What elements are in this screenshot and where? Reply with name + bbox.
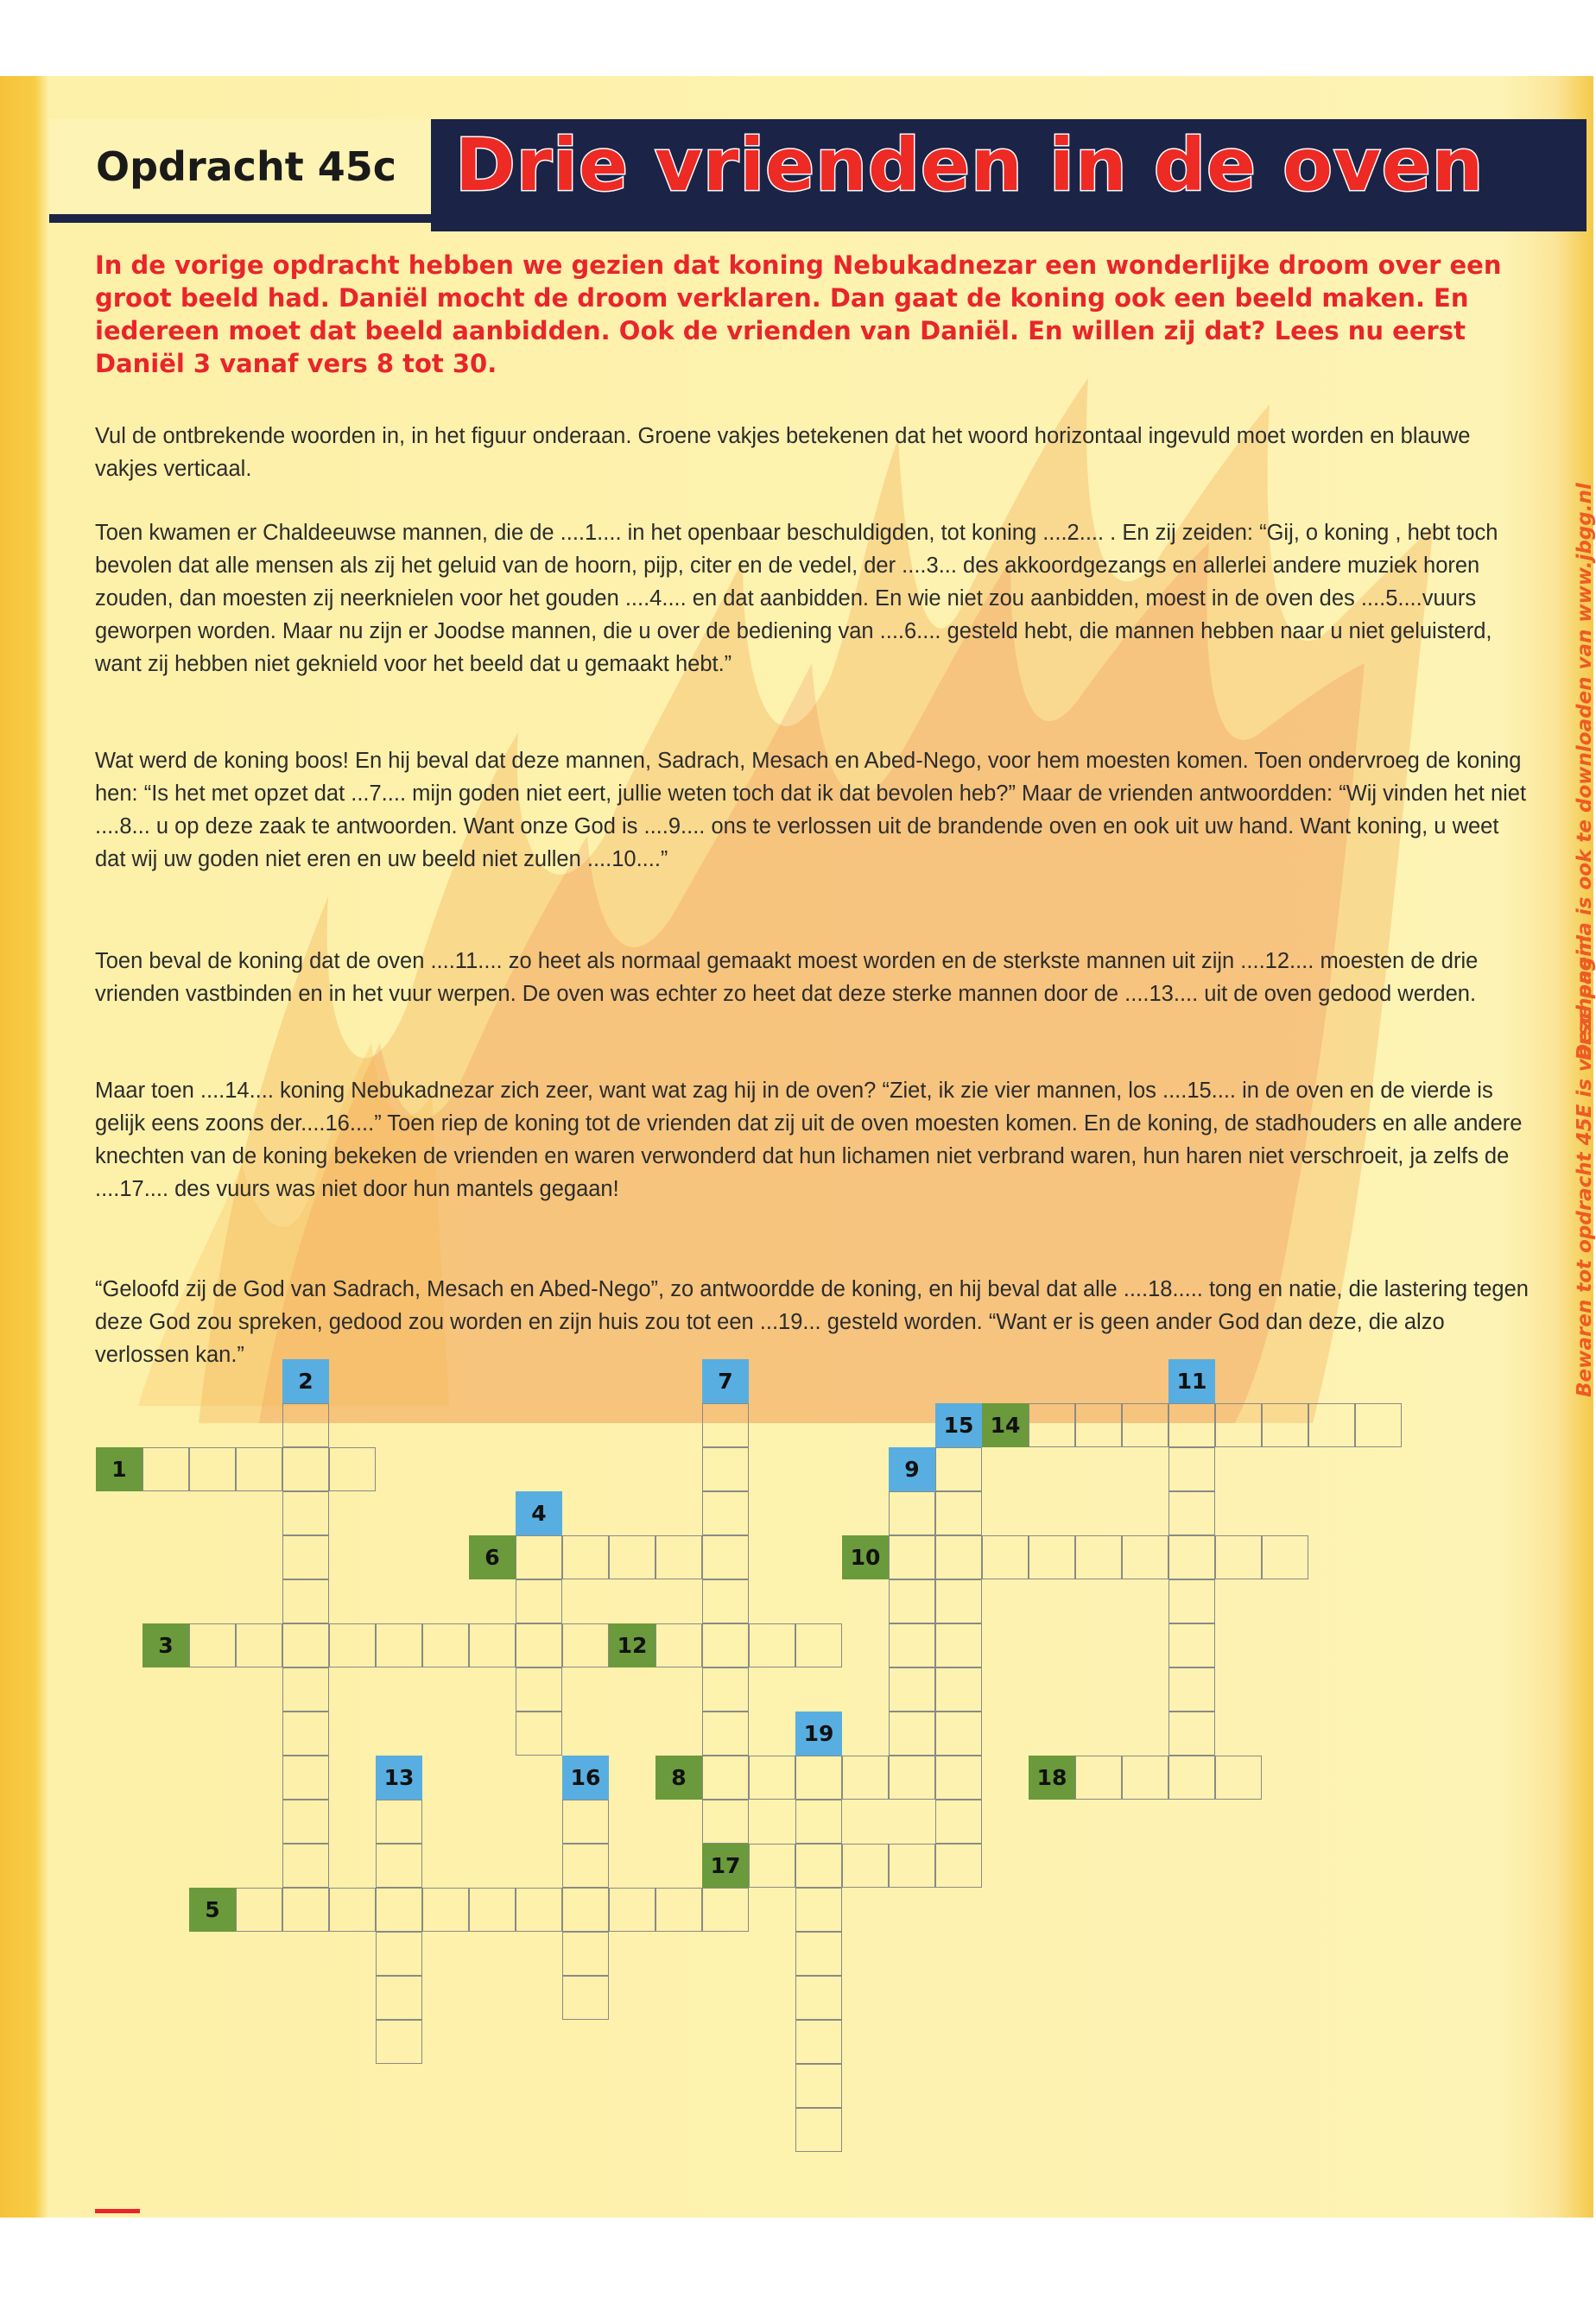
crossword-cell[interactable] bbox=[562, 1800, 609, 1844]
crossword-cell[interactable] bbox=[795, 1623, 842, 1667]
crossword-cell[interactable] bbox=[935, 1535, 982, 1579]
crossword-cell[interactable] bbox=[749, 1844, 795, 1888]
crossword-cell[interactable] bbox=[1262, 1535, 1308, 1579]
page-title: Drie vrienden in de oven bbox=[455, 123, 1485, 207]
crossword-cell[interactable] bbox=[1122, 1403, 1168, 1447]
crossword-cell[interactable] bbox=[376, 1888, 422, 1932]
crossword-cell[interactable] bbox=[422, 1623, 469, 1667]
crossword-cell[interactable] bbox=[702, 1623, 749, 1667]
crossword-cell[interactable] bbox=[1168, 1756, 1215, 1800]
crossword-grid[interactable] bbox=[0, 76, 1593, 2218]
clue-number-13-vertical: 13 bbox=[376, 1756, 422, 1800]
crossword-cell[interactable] bbox=[1168, 1403, 1215, 1447]
crossword-cell[interactable] bbox=[935, 1447, 982, 1491]
crossword-cell[interactable] bbox=[702, 1579, 749, 1623]
crossword-cell[interactable] bbox=[376, 1976, 422, 2020]
intro-text: In de vorige opdracht hebben we gezien dat koning Nebukadnezar een wonderlijke droom over een groot beeld had. Daniël mocht de droom verklaren. Dan gaat de koning ook een beeld maken. En iedereen moet dat beeld aanbidden. Ook de vrienden van Daniël. En willen zij dat? Lees nu eerst Daniël 3 vanaf vers 8 tot 30. bbox=[95, 250, 1502, 378]
crossword-cell[interactable] bbox=[1355, 1403, 1402, 1447]
crossword-cell[interactable] bbox=[142, 1447, 189, 1491]
crossword-cell[interactable] bbox=[1215, 1403, 1262, 1447]
crossword-cell[interactable] bbox=[376, 1623, 422, 1667]
crossword-cell[interactable] bbox=[935, 1844, 982, 1888]
crossword-cell[interactable] bbox=[889, 1623, 935, 1667]
crossword-cell[interactable] bbox=[935, 1667, 982, 1712]
clue-number-12-horizontal: 12 bbox=[609, 1623, 656, 1667]
crossword-cell[interactable] bbox=[1168, 1712, 1215, 1756]
crossword-cell[interactable] bbox=[422, 1888, 469, 1932]
crossword-cell[interactable] bbox=[469, 1623, 516, 1667]
crossword-cell[interactable] bbox=[1075, 1756, 1122, 1800]
crossword-cell[interactable] bbox=[282, 1888, 329, 1932]
crossword-cell[interactable] bbox=[1215, 1535, 1262, 1579]
crossword-cell[interactable] bbox=[282, 1800, 329, 1844]
crossword-cell[interactable] bbox=[516, 1667, 562, 1712]
crossword-cell[interactable] bbox=[1262, 1403, 1308, 1447]
crossword-cell[interactable] bbox=[282, 1667, 329, 1712]
crossword-cell[interactable] bbox=[702, 1403, 749, 1447]
crossword-cell[interactable] bbox=[842, 1844, 889, 1888]
crossword-cell[interactable] bbox=[562, 1535, 609, 1579]
crossword-cell[interactable] bbox=[189, 1447, 236, 1491]
footer-mark bbox=[95, 2209, 140, 2213]
crossword-cell[interactable] bbox=[376, 1844, 422, 1888]
crossword-cell[interactable] bbox=[189, 1623, 236, 1667]
crossword-cell[interactable] bbox=[889, 1712, 935, 1756]
crossword-cell[interactable] bbox=[1029, 1535, 1075, 1579]
clue-number-15-vertical: 15 bbox=[935, 1403, 982, 1447]
crossword-cell[interactable] bbox=[516, 1579, 562, 1623]
crossword-cell[interactable] bbox=[282, 1712, 329, 1756]
clue-number-19-vertical: 19 bbox=[795, 1712, 842, 1756]
crossword-cell[interactable] bbox=[609, 1888, 656, 1932]
crossword-cell[interactable] bbox=[702, 1712, 749, 1756]
crossword-cell[interactable] bbox=[282, 1844, 329, 1888]
clue-number-4-vertical: 4 bbox=[516, 1491, 562, 1535]
crossword-cell[interactable] bbox=[1168, 1623, 1215, 1667]
clue-number-10-horizontal: 10 bbox=[842, 1535, 889, 1579]
crossword-cell[interactable] bbox=[376, 2020, 422, 2064]
crossword-cell[interactable] bbox=[656, 1888, 702, 1932]
crossword-cell[interactable] bbox=[935, 1491, 982, 1535]
crossword-cell[interactable] bbox=[1168, 1447, 1215, 1491]
crossword-cell[interactable] bbox=[842, 1756, 889, 1800]
crossword-cell[interactable] bbox=[1168, 1579, 1215, 1623]
clue-number-18-horizontal: 18 bbox=[1029, 1756, 1075, 1800]
crossword-cell[interactable] bbox=[795, 1800, 842, 1844]
crossword-cell[interactable] bbox=[749, 1756, 795, 1800]
crossword-cell[interactable] bbox=[562, 1932, 609, 1976]
crossword-cell[interactable] bbox=[1308, 1403, 1355, 1447]
crossword-cell[interactable] bbox=[935, 1623, 982, 1667]
crossword-cell[interactable] bbox=[516, 1712, 562, 1756]
crossword-cell[interactable] bbox=[795, 1932, 842, 1976]
instructions-text: Vul de ontbrekende woorden in, in het figuur onderaan. Groene vakjes betekenen dat het woord horizontaal ingevuld moet worden en blauwe vakjes verticaal. bbox=[95, 424, 1471, 481]
crossword-cell[interactable] bbox=[609, 1535, 656, 1579]
clue-number-17-horizontal: 17 bbox=[702, 1844, 749, 1888]
crossword-cell[interactable] bbox=[935, 1800, 982, 1844]
crossword-cell[interactable] bbox=[516, 1888, 562, 1932]
crossword-cell[interactable] bbox=[562, 1888, 609, 1932]
crossword-cell[interactable] bbox=[1215, 1756, 1262, 1800]
crossword-cell[interactable] bbox=[795, 2108, 842, 2152]
worksheet-page bbox=[0, 76, 1596, 2218]
crossword-cell[interactable] bbox=[1122, 1535, 1168, 1579]
crossword-cell[interactable] bbox=[236, 1447, 282, 1491]
clue-number-5-horizontal: 5 bbox=[189, 1888, 236, 1932]
crossword-cell[interactable] bbox=[516, 1535, 562, 1579]
crossword-cell[interactable] bbox=[889, 1844, 935, 1888]
story-paragraph: “Geloofd zij de God van Sadrach, Mesach en Abed-Nego”, zo antwoordde de koning, en hij beval dat alle ....18..... tong en natie, die lastering tegen deze God zou spreken, gedood zou worden en zijn huis zou tot een ...19... gesteld worden. “Want er is geen ander God dan deze, die alzo verlossen kan.” bbox=[95, 1277, 1529, 1367]
crossword-cell[interactable] bbox=[702, 1667, 749, 1712]
crossword-cell[interactable] bbox=[282, 1756, 329, 1800]
clue-number-16-vertical: 16 bbox=[562, 1756, 609, 1800]
crossword-cell[interactable] bbox=[889, 1756, 935, 1800]
crossword-cell[interactable] bbox=[282, 1579, 329, 1623]
crossword-cell[interactable] bbox=[1168, 1535, 1215, 1579]
crossword-cell[interactable] bbox=[236, 1623, 282, 1667]
side-note-download: Deze pagina is ook te downloaden van www.jbgg.nl bbox=[1574, 483, 1596, 1060]
crossword-cell[interactable] bbox=[656, 1535, 702, 1579]
crossword-cell[interactable] bbox=[889, 1579, 935, 1623]
crossword-cell[interactable] bbox=[1168, 1491, 1215, 1535]
crossword-cell[interactable] bbox=[282, 1623, 329, 1667]
crossword-cell[interactable] bbox=[516, 1623, 562, 1667]
crossword-cell[interactable] bbox=[749, 1623, 795, 1667]
clue-number-8-horizontal: 8 bbox=[656, 1756, 702, 1800]
crossword-cell[interactable] bbox=[702, 1888, 749, 1932]
crossword-cell[interactable] bbox=[889, 1667, 935, 1712]
crossword-cell[interactable] bbox=[329, 1888, 376, 1932]
story-paragraph: Toen beval de koning dat de oven ....11.... zo heet als normaal gemaakt moest worden en de sterkste mannen uit zijn ....12.... moesten de drie vrienden vastbinden en in het vuur werpen. De oven was echter zo heet dat deze sterke mannen door de ....13.... uit de oven gedood werden. bbox=[95, 949, 1479, 1006]
crossword-cell[interactable] bbox=[1075, 1403, 1122, 1447]
crossword-cell[interactable] bbox=[1122, 1756, 1168, 1800]
story-paragraph: Maar toen ....14.... koning Nebukadnezar zich zeer, want wat zag hij in de oven? “Ziet, ik zie vier mannen, los ....15.... in de oven en de vierde is gelijk eens zoons der....16....” Toen riep de koning tot de vrienden dat zij uit de oven moesten komen. En de koning, de stadhouders en alle andere knechten van de koning bekeken de vrienden en waren verwonderd dat hun lichamen niet verbrand waren, hun haren niet verschroeit, ja zelfs de ....17.... des vuurs was niet door hun mantels gegaan! bbox=[95, 1079, 1523, 1201]
crossword-cell[interactable] bbox=[282, 1447, 329, 1491]
clue-number-1-horizontal: 1 bbox=[96, 1447, 142, 1491]
crossword-cell[interactable] bbox=[935, 1756, 982, 1800]
crossword-cell[interactable] bbox=[282, 1491, 329, 1535]
crossword-cell[interactable] bbox=[702, 1447, 749, 1491]
clue-number-6-horizontal: 6 bbox=[469, 1535, 516, 1579]
crossword-cell[interactable] bbox=[889, 1535, 935, 1579]
crossword-cell[interactable] bbox=[1029, 1403, 1075, 1447]
story-paragraph: Toen kwamen er Chaldeeuwse mannen, die de ....1.... in het openbaar beschuldigden, tot koning ....2.... . En zij zeiden: “Gij, o koning , hebt toch bevolen dat alle mensen als zij het geluid van de hoorn, pijp, citer en de vedel, der ....3... des akkoordgezangs en allerlei andere muziek horen zouden, dan moesten zij neerknielen voor het gouden ....4.... en dat aanbidden. En wie niet zou aanbidden, moest in de oven des ....5....vuurs geworpen worden. Maar nu zijn er Joodse mannen, die u over de bediening van ....6.... gesteld hebt, die mannen hebben naar u niet geluisterd, want zij hebben niet geknield voor het beeld dat u gemaakt hebt.” bbox=[95, 521, 1498, 676]
crossword-cell[interactable] bbox=[329, 1623, 376, 1667]
crossword-cell[interactable] bbox=[795, 1976, 842, 2020]
crossword-cell[interactable] bbox=[236, 1888, 282, 1932]
crossword-cell[interactable] bbox=[795, 1844, 842, 1888]
crossword-cell[interactable] bbox=[376, 1932, 422, 1976]
crossword-cell[interactable] bbox=[702, 1491, 749, 1535]
crossword-cell[interactable] bbox=[702, 1800, 749, 1844]
crossword-cell[interactable] bbox=[982, 1535, 1029, 1579]
clue-number-14-horizontal: 14 bbox=[982, 1403, 1029, 1447]
crossword-cell[interactable] bbox=[889, 1491, 935, 1535]
crossword-cell[interactable] bbox=[656, 1623, 702, 1667]
crossword-cell[interactable] bbox=[702, 1756, 749, 1800]
clue-number-9-vertical: 9 bbox=[889, 1447, 935, 1491]
crossword-cell[interactable] bbox=[562, 1976, 609, 2020]
story-paragraph: Wat werd de koning boos! En hij beval dat deze mannen, Sadrach, Mesach en Abed-Nego, voor hem moesten komen. Toen ondervroeg de koning hen: “Is het met opzet dat ...7.... mijn goden niet eert, jullie weten toch dat ik dat bevolen heb?” Maar de vrienden antwoordden: “Wij vinden het niet ....8... u op deze zaak te antwoorden. Want onze God is ....9.... ons te verlossen uit de brandende oven en ook uit uw hand. Want koning, u weet dat wij uw goden niet eren en uw beeld niet zullen ....10....” bbox=[95, 749, 1527, 871]
crossword-cell[interactable] bbox=[562, 1844, 609, 1888]
crossword-cell[interactable] bbox=[1075, 1535, 1122, 1579]
clue-number-3-horizontal: 3 bbox=[142, 1623, 189, 1667]
crossword-cell[interactable] bbox=[795, 2020, 842, 2064]
clue-number-11-vertical: 11 bbox=[1168, 1359, 1215, 1403]
crossword-cell[interactable] bbox=[795, 2064, 842, 2108]
crossword-cell[interactable] bbox=[282, 1403, 329, 1447]
crossword-cell[interactable] bbox=[282, 1535, 329, 1579]
crossword-cell[interactable] bbox=[376, 1800, 422, 1844]
side-note-keep: Bewaren tot opdracht 45E is verschenen! bbox=[1574, 933, 1596, 1397]
clue-number-7-vertical: 7 bbox=[702, 1359, 749, 1403]
crossword-cell[interactable] bbox=[329, 1447, 376, 1491]
crossword-cell[interactable] bbox=[935, 1579, 982, 1623]
crossword-cell[interactable] bbox=[935, 1712, 982, 1756]
crossword-cell[interactable] bbox=[562, 1623, 609, 1667]
assignment-label: Opdracht 45c bbox=[96, 143, 396, 190]
crossword-cell[interactable] bbox=[1168, 1667, 1215, 1712]
crossword-cell[interactable] bbox=[702, 1535, 749, 1579]
clue-number-2-vertical: 2 bbox=[282, 1359, 329, 1403]
crossword-cell[interactable] bbox=[795, 1888, 842, 1932]
crossword-cell[interactable] bbox=[795, 1756, 842, 1800]
crossword-cell[interactable] bbox=[469, 1888, 516, 1932]
